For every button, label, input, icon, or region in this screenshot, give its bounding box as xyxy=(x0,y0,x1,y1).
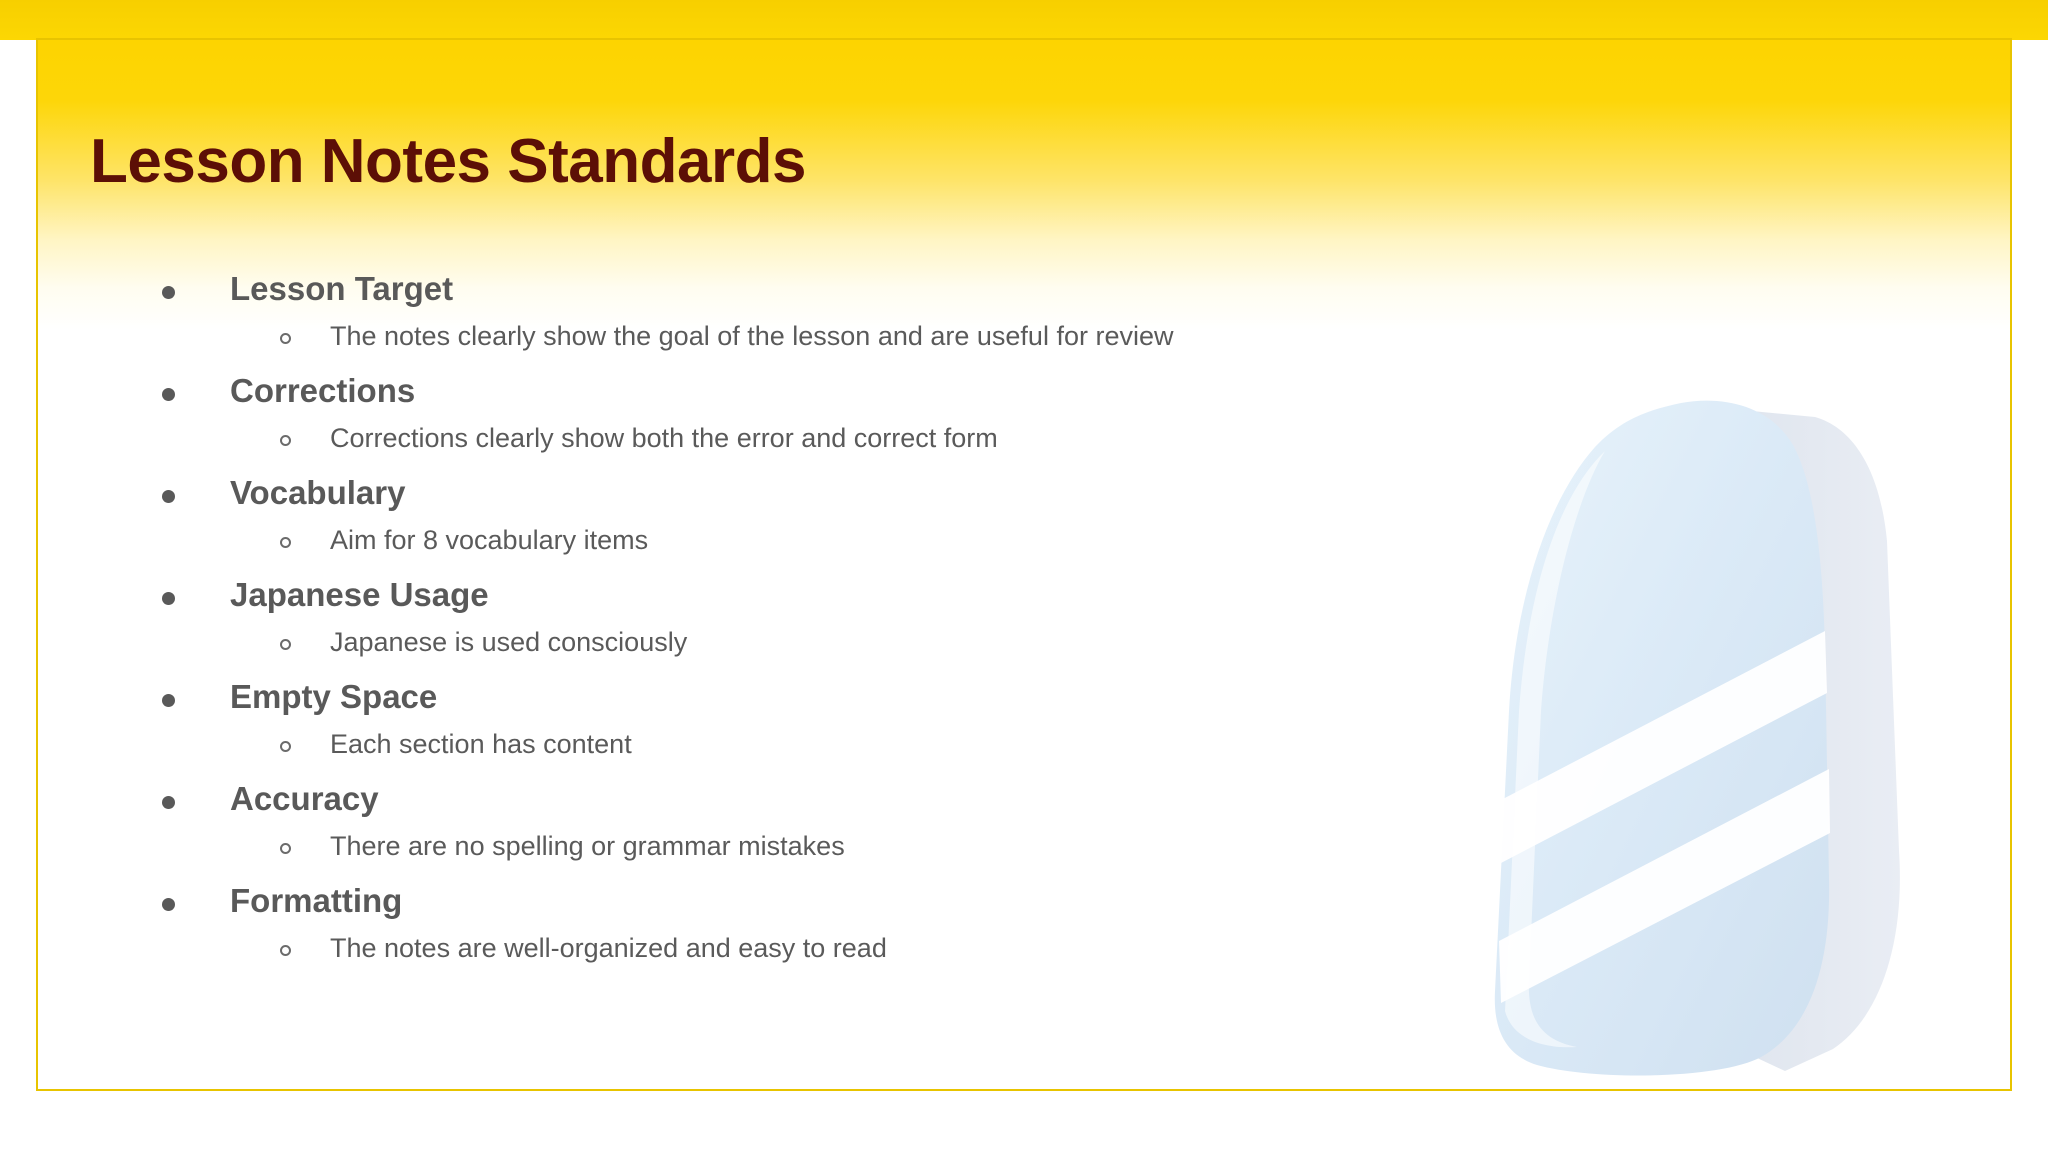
standard-label: Lesson Target xyxy=(230,270,454,307)
bullet-filled-icon xyxy=(162,490,175,503)
standard-heading xyxy=(100,782,1500,833)
standard-detail-row xyxy=(100,323,1500,374)
page-title: Lesson Notes Standards xyxy=(90,127,806,196)
standard-label: Empty Space xyxy=(230,678,438,715)
standard-detail-row xyxy=(100,935,1500,986)
standards-list xyxy=(100,272,1500,986)
standard-detail: The notes are well-organized and easy to read xyxy=(330,933,887,963)
list-item xyxy=(100,272,1500,374)
bullet-filled-icon xyxy=(162,286,175,299)
slide-frame xyxy=(36,38,2012,1091)
bullet-hollow-icon xyxy=(280,945,291,956)
standard-heading xyxy=(100,476,1500,527)
standard-detail: The notes clearly show the goal of the lesson and are useful for review xyxy=(330,321,1174,351)
eraser-illustration xyxy=(1485,381,1955,1081)
standard-label: Formatting xyxy=(230,882,403,919)
list-item xyxy=(100,578,1500,680)
list-item xyxy=(100,884,1500,986)
bullet-filled-icon xyxy=(162,592,175,605)
list-item xyxy=(100,374,1500,476)
bullet-hollow-icon xyxy=(280,435,291,446)
standard-heading xyxy=(100,680,1500,731)
standard-heading xyxy=(100,374,1500,425)
standard-label: Corrections xyxy=(230,372,416,409)
bullet-hollow-icon xyxy=(280,639,291,650)
standard-label: Japanese Usage xyxy=(230,576,489,613)
standard-detail: There are no spelling or grammar mistakes xyxy=(330,831,845,861)
standard-detail: Japanese is used consciously xyxy=(330,627,688,657)
top-accent-band xyxy=(0,0,2048,40)
standard-detail-row xyxy=(100,731,1500,782)
list-item xyxy=(100,476,1500,578)
standard-detail: Corrections clearly show both the error and correct form xyxy=(330,423,998,453)
bullet-filled-icon xyxy=(162,388,175,401)
standard-detail: Each section has content xyxy=(330,729,632,759)
standard-detail: Aim for 8 vocabulary items xyxy=(330,525,649,555)
standard-detail-row xyxy=(100,425,1500,476)
standard-detail-row xyxy=(100,629,1500,680)
bullet-filled-icon xyxy=(162,694,175,707)
standard-heading xyxy=(100,884,1500,935)
standard-heading xyxy=(100,272,1500,323)
bullet-hollow-icon xyxy=(280,843,291,854)
list-item xyxy=(100,680,1500,782)
bullet-hollow-icon xyxy=(280,537,291,548)
standard-label: Accuracy xyxy=(230,780,379,817)
bullet-filled-icon xyxy=(162,796,175,809)
standard-heading xyxy=(100,578,1500,629)
bullet-hollow-icon xyxy=(280,741,291,752)
standard-label: Vocabulary xyxy=(230,474,406,511)
standard-detail-row xyxy=(100,833,1500,884)
bullet-filled-icon xyxy=(162,898,175,911)
list-item xyxy=(100,782,1500,884)
bullet-hollow-icon xyxy=(280,333,291,344)
standard-detail-row xyxy=(100,527,1500,578)
